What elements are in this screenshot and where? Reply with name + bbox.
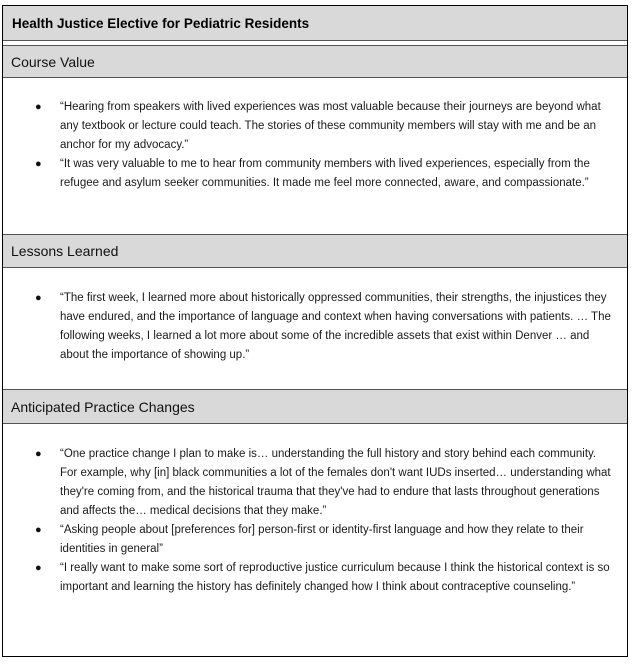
document-table	[2, 5, 628, 657]
practice-changes-list	[3, 445, 627, 597]
section-heading-course-value: Course Value	[3, 45, 627, 78]
list-item	[3, 98, 627, 155]
bullet-icon: ●	[35, 292, 42, 304]
lessons-learned-list	[3, 289, 627, 365]
list-item	[3, 155, 627, 193]
quote-text: “It was very valuable to me to hear from community members with lived experiences, especially from the refugee and asylum seeker communities. It made me feel more connected, aware, and compassionate.”	[60, 158, 590, 189]
bullet-icon: ●	[35, 562, 42, 574]
quote-text: “Hearing from speakers with lived experiences was most valuable because their journeys are beyond what any textbook or lecture could teach. The stories of these community members will stay with me and be an anchor for my advocacy.”	[60, 101, 601, 151]
quote-text: “One practice change I plan to make is… understanding the full history and story behind each community. For example, why [in] black communities a lot of the females don't want IUDs inserted… understanding what they're coming from, and the historical trauma that they've had to endure that lasts throughout generations and affects the… medical decisions that they make.”	[60, 448, 611, 517]
document-title: Health Justice Elective for Pediatric Residents	[3, 6, 627, 41]
list-item	[3, 289, 627, 365]
quote-text: “The first week, I learned more about historically oppressed communities, their strengths, the injustices they have endured, and the importance of language and context when having conversations with patients. … The following weeks, I learned a lot more about some of the incredible assets that exist within Denver … and about the importance of showing up.”	[60, 292, 611, 361]
section-heading-lessons-learned: Lessons Learned	[3, 234, 627, 268]
bullet-icon: ●	[35, 448, 42, 460]
list-item	[3, 445, 627, 521]
bullet-icon: ●	[35, 524, 42, 536]
bullet-icon: ●	[35, 101, 42, 113]
list-item	[3, 559, 627, 597]
quote-text: “Asking people about [preferences for] person-first or identity-first language and how they relate to their identities in general”	[60, 524, 584, 555]
quote-text: “I really want to make some sort of reproductive justice curriculum because I think the historical context is so important and learning the history has definitely changed how I think about contraceptive counseling.”	[60, 562, 610, 593]
section-heading-anticipated-practice-changes: Anticipated Practice Changes	[3, 389, 627, 424]
list-item	[3, 521, 627, 559]
bullet-icon: ●	[35, 158, 42, 170]
course-value-list	[3, 98, 627, 193]
